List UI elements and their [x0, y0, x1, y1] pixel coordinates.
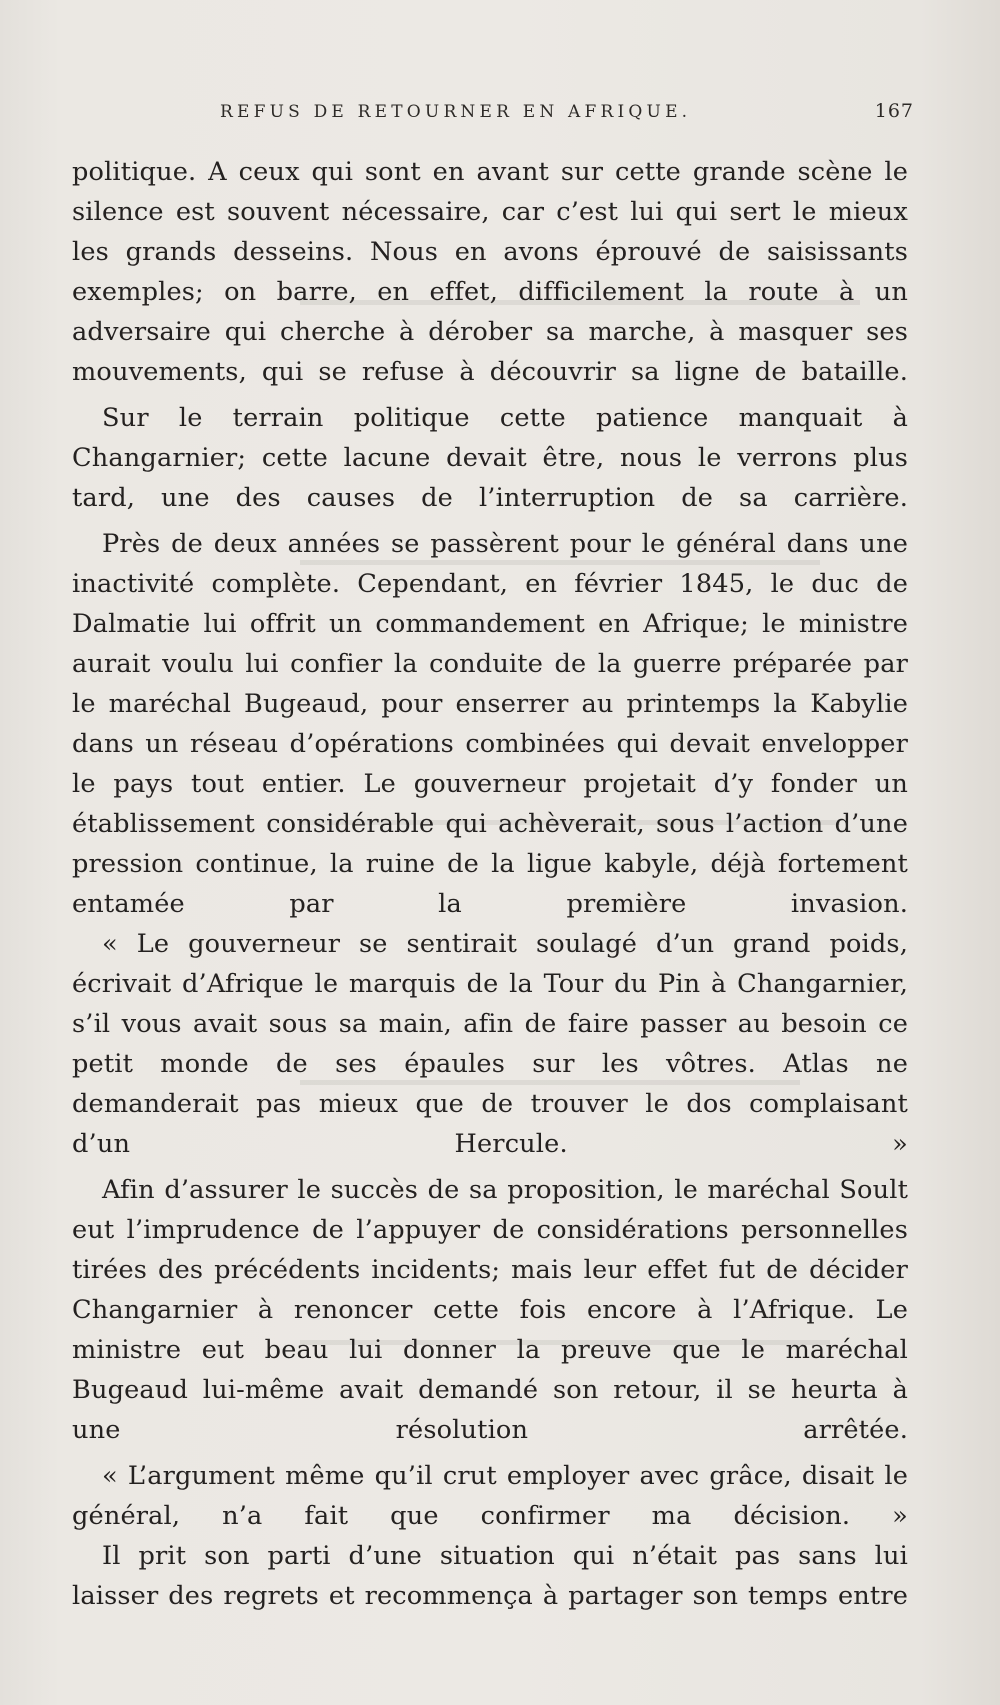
- body-text: [72, 152, 908, 1616]
- paragraph: Près de deux années se passèrent pour le général dans une inactivité complète. Cependant, en février 1845, le duc de Dalmatie lui offrit un commandement en Afrique; le ministre aurait voulu lui confier la conduite de la guerre préparée par le maréchal Bugeaud, pour enserrer au printemps la Kabylie dans un réseau d’opérations combinées qui devait envelopper le pays tout entier. Le gouverneur projetait d’y fonder un établissement considérable qui achèverait, sous l’action d’une pression continue, la ruine de la ligue kabyle, déjà fortement entamée par la première invasion.: [72, 529, 908, 919]
- paragraph: « Le gouverneur se sentirait soulagé d’un grand poids, écrivait d’Afrique le marquis de la Tour du Pin à Changarnier, s’il vous avait sous sa main, afin de faire passer au besoin ce petit monde de ses épaules sur les vôtres. Atlas ne demanderait pas mieux que de trouver le dos complaisant d’un Hercule. »: [72, 929, 908, 1159]
- paragraph: Sur le terrain politique cette patience manquait à Changarnier; cette lacune devait être, nous le verrons plus tard, une des causes de l’interruption de sa carrière.: [72, 403, 908, 513]
- running-title: REFUS DE RETOURNER EN AFRIQUE.: [220, 102, 692, 122]
- paragraph: Il prit son parti d’une situation qui n’était pas sans lui laisser des regrets et recommença à partager son temps entre: [72, 1541, 908, 1611]
- paragraph: politique. A ceux qui sont en avant sur cette grande scène le silence est souvent nécessaire, car c’est lui qui sert le mieux les grands desseins. Nous en avons éprouvé de saisissants exemples; on barre, en effet, difficilement la route à un adversaire qui cherche à dérober sa marche, à masquer ses mouvements, qui se refuse à découvrir sa ligne de bataille.: [72, 157, 908, 387]
- paragraph: « L’argument même qu’il crut employer avec grâce, disait le général, n’a fait que confirmer ma décision. »: [72, 1461, 908, 1531]
- paragraph: Afin d’assurer le succès de sa proposition, le maréchal Soult eut l’imprudence de l’appuyer de considérations personnelles tirées des précédents incidents; mais leur effet fut de décider Changarnier à renoncer cette fois encore à l’Afrique. Le ministre eut beau lui donner la preuve que le maréchal Bugeaud lui-même avait demandé son retour, il se heurta à une résolution arrêtée.: [72, 1175, 908, 1445]
- page-number: 167: [874, 100, 914, 122]
- running-header: [220, 102, 920, 132]
